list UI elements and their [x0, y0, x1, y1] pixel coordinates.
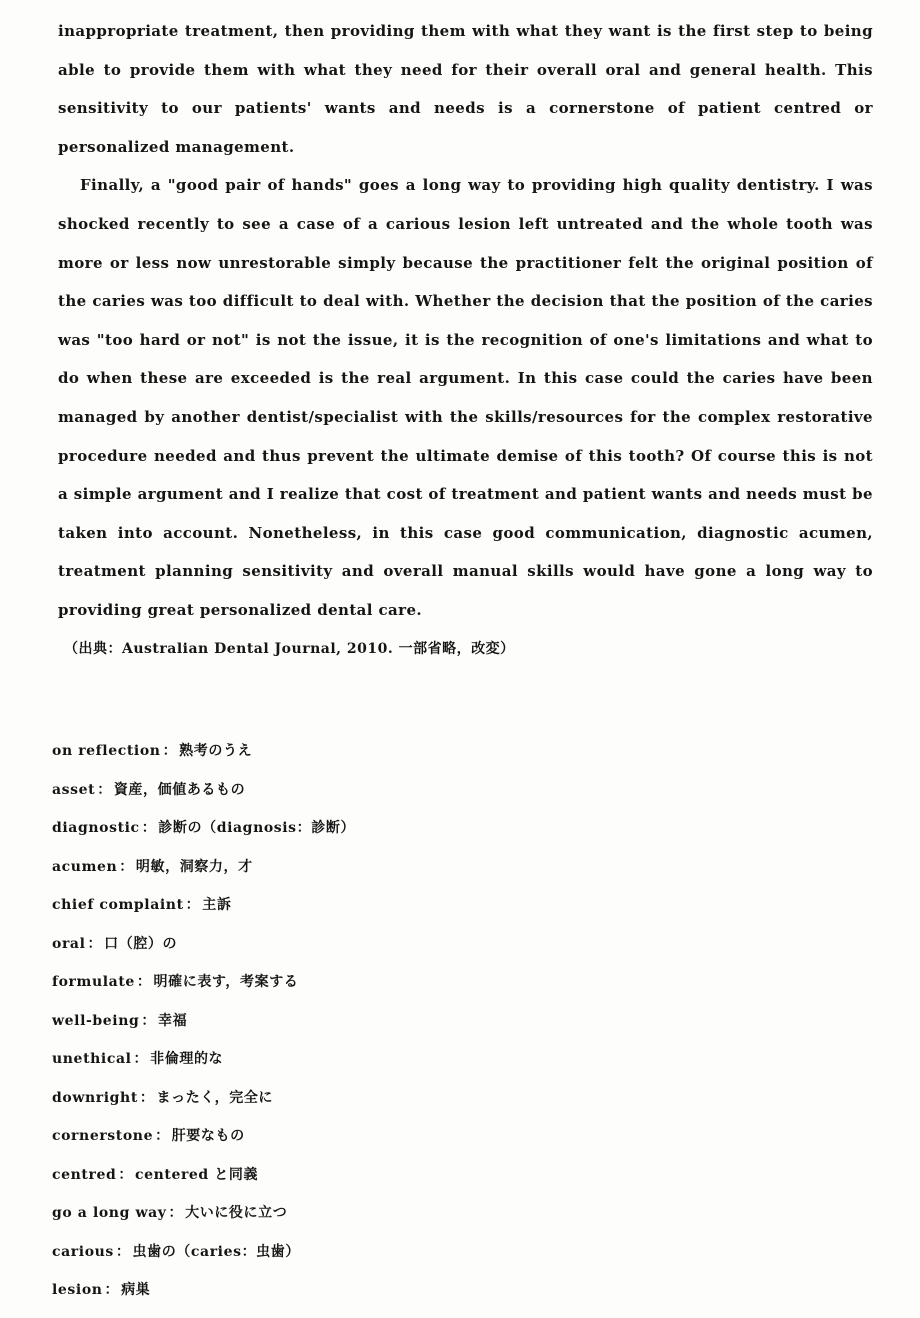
glossary-term: oral [52, 935, 86, 952]
glossary-meaning: 幸福 [158, 1012, 188, 1029]
glossary-meaning: 病巣 [121, 1282, 151, 1298]
glossary-term: cornerstone [52, 1128, 154, 1144]
glossary-meaning: 主訴 [202, 897, 232, 913]
glossary-item: asset ： 資産，価値あるもの [52, 781, 246, 798]
glossary-item: go a long way ： 大いに役に立つ [52, 1205, 288, 1221]
glossary-term: formulate [52, 974, 135, 990]
glossary-term: on reflection [52, 743, 161, 759]
document-page [58, 12, 873, 668]
glossary-term: well-being [52, 1012, 140, 1029]
glossary-item: downright ： まったく，完全に [52, 1089, 274, 1106]
glossary-item: chief complaint ： 主訴 [52, 897, 232, 913]
glossary-meaning: 熟考のうえ [179, 743, 253, 759]
glossary-meaning: 明敏，洞察力，才 [135, 858, 253, 875]
paragraph-2: Finally, a "good pair of hands" goes a long way to providing high quality dentistry. I was shocked recently to see a case of a carious lesion left untreated and the whole tooth was more or less now unrestorable simply because the practitioner felt the original position of the caries was too difficult to deal with. Whether the decision that the position of the caries was "too hard or not" is not the issue, it is the recognition of one's limitations and what to do when these are exceeded is the real argument. In this case could the caries have been managed by another dentist/specialist with the skills/resources for the complex restorative procedure needed and thus prevent the ultimate demise of this tooth? Of course this is not a simple argument and I realize that cost of treatment and patient wants and needs must be taken into account. Nonetheless, in this case good communication, diagnostic acumen, treatment planning sensitivity and overall manual skills would have gone a long way to providing great personalized dental care. [58, 176, 873, 619]
source-citation: （出典：Australian Dental Journal, 2010. 一部省略，改変） [64, 640, 515, 657]
glossary-item: acumen ： 明敏，洞察力，才 [52, 858, 253, 875]
glossary-term: downright [52, 1089, 138, 1106]
glossary-term: go a long way [52, 1205, 167, 1221]
glossary-meaning: 非倫理的な [150, 1051, 224, 1067]
glossary-term: asset [52, 781, 96, 798]
glossary-term: lesion [52, 1282, 103, 1298]
glossary-item: on reflection ： 熟考のうえ [52, 743, 253, 759]
glossary-meaning: 虫歯の（caries：虫歯） [132, 1243, 300, 1260]
glossary-item: formulate ： 明確に表す，考案する [52, 974, 299, 990]
glossary-meaning: 明確に表す，考案する [153, 974, 299, 990]
glossary-term: carious [52, 1243, 114, 1260]
glossary-item: centred ： centered と同義 [52, 1166, 259, 1183]
glossary-item: cornerstone ： 肝要なもの [52, 1128, 245, 1144]
glossary-meaning: まったく，完全に [156, 1089, 274, 1106]
glossary-item: lesion ： 病巣 [52, 1282, 151, 1298]
glossary-item: diagnostic ： 診断の（diagnosis：診断） [52, 820, 356, 836]
paragraph-1: inappropriate treatment, then providing them with what they want is the first step to being able to provide them with what they need for their overall oral and general health. This sensitivity to our patients' wants and needs is a cornerstone of patient centred or personalized management. [58, 22, 873, 156]
glossary-meaning: 口（腔）の [104, 935, 178, 952]
glossary-meaning: 診断の（diagnosis：診断） [158, 820, 356, 836]
glossary-meaning: 資産，価値あるもの [113, 781, 246, 798]
glossary-term: diagnostic [52, 820, 140, 836]
glossary-term: chief complaint [52, 897, 184, 913]
glossary-meaning: 肝要なもの [171, 1128, 245, 1144]
glossary-term: unethical [52, 1051, 132, 1067]
glossary-item: well-being ： 幸福 [52, 1012, 188, 1029]
glossary-item: carious ： 虫歯の（caries：虫歯） [52, 1243, 300, 1260]
glossary-term: acumen [52, 858, 118, 875]
glossary-item: unethical ： 非倫理的な [52, 1051, 224, 1067]
glossary-meaning: 大いに役に立つ [185, 1205, 288, 1221]
glossary-term: centred [52, 1166, 117, 1183]
glossary-meaning: centered と同義 [134, 1166, 259, 1183]
glossary-list [52, 732, 652, 1310]
glossary-item: oral ： 口（腔）の [52, 935, 178, 952]
